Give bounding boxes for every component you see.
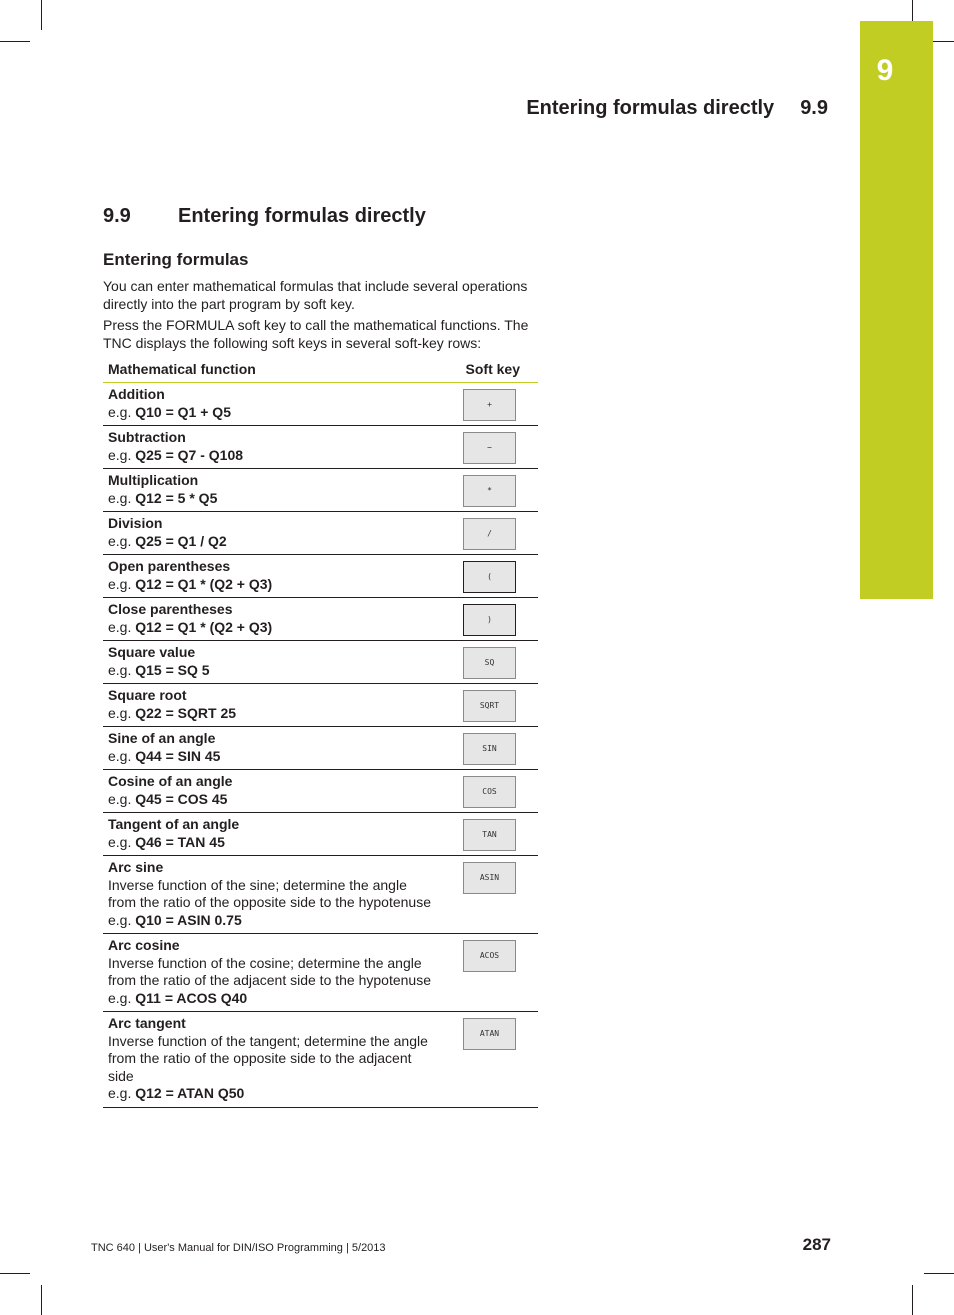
function-name: Close parentheses [108, 601, 233, 617]
function-description [108, 937, 438, 1007]
function-detail: from the ratio of the opposite side to the adjacent side [108, 1050, 412, 1084]
function-example [108, 990, 438, 1008]
crop-mark [0, 41, 30, 42]
function-detail: Inverse function of the sine; determine the angle [108, 876, 407, 893]
intro-paragraph: You can enter mathematical formulas that include several operations directly into the part program by soft key. [103, 278, 528, 312]
running-head-number: 9.9 [800, 97, 828, 119]
crop-mark [924, 1273, 954, 1274]
example-formula: Q12 = ATAN Q50 [135, 1085, 245, 1101]
softkey-button[interactable]: ASIN [463, 862, 516, 894]
section-title-text: Entering formulas directly [178, 205, 426, 227]
function-detail: Inverse function of the cosine; determine the angle [108, 954, 422, 971]
example-prefix: e.g. [108, 833, 136, 850]
table-row [103, 856, 538, 934]
function-description [108, 472, 438, 507]
section-title [103, 205, 426, 228]
function-description [108, 644, 438, 679]
example-prefix: e.g. [108, 489, 136, 506]
function-detail: Inverse function of the tangent; determine the angle [108, 1032, 428, 1049]
function-description [108, 859, 438, 929]
softkey-button[interactable]: / [463, 518, 516, 550]
table-row [103, 727, 538, 770]
function-example [108, 705, 438, 723]
function-description [108, 515, 438, 550]
table-row [103, 684, 538, 727]
example-formula: Q45 = COS 45 [135, 790, 228, 807]
function-detail: from the ratio of the adjacent side to the hypotenuse [108, 972, 431, 988]
crop-mark [41, 1285, 42, 1315]
page-number: 287 [802, 1235, 831, 1254]
function-description [108, 429, 438, 464]
footer-text: TNC 640 | User's Manual for DIN/ISO Programming | 5/2013 [91, 1242, 386, 1254]
example-formula: Q11 = ACOS Q40 [135, 989, 248, 1006]
header-function: Mathematical function [108, 361, 256, 377]
chapter-tab-number: 9 [876, 54, 894, 87]
example-prefix: e.g. [108, 790, 136, 807]
function-description [108, 558, 438, 593]
softkey-button[interactable]: SQ [463, 647, 516, 679]
function-description [108, 816, 438, 851]
table-row [103, 598, 538, 641]
function-description [108, 773, 438, 808]
example-formula: Q12 = Q1 * (Q2 + Q3) [135, 575, 273, 592]
table-body [103, 383, 538, 1108]
function-name: Subtraction [108, 429, 186, 445]
function-example [108, 447, 438, 465]
example-prefix: e.g. [108, 1085, 136, 1101]
softkey-button[interactable]: − [463, 432, 516, 464]
function-example [108, 662, 438, 680]
header-softkey: Soft key [465, 361, 520, 377]
softkey-button[interactable]: + [463, 389, 516, 421]
example-prefix: e.g. [108, 911, 136, 928]
example-formula: Q25 = Q7 - Q108 [135, 446, 244, 463]
example-formula: Q46 = TAN 45 [135, 833, 225, 850]
section-number: 9.9 [103, 205, 131, 227]
table-header [103, 356, 538, 383]
function-name: Open parentheses [108, 558, 231, 574]
example-formula: Q44 = SIN 45 [135, 747, 221, 764]
crop-mark [0, 1273, 30, 1274]
function-name: Arc sine [108, 859, 164, 875]
example-formula: Q12 = 5 * Q5 [135, 489, 218, 506]
function-name: Square value [108, 644, 196, 660]
example-prefix: e.g. [108, 989, 136, 1006]
softkey-button[interactable]: SQRT [463, 690, 516, 722]
chapter-tab [860, 21, 933, 599]
example-prefix: e.g. [108, 747, 136, 764]
function-name: Multiplication [108, 472, 199, 488]
softkey-button[interactable]: ATAN [463, 1018, 516, 1050]
example-formula: Q25 = Q1 / Q2 [135, 532, 227, 549]
function-example [108, 834, 438, 852]
function-name: Arc tangent [108, 1015, 186, 1031]
function-name: Division [108, 515, 163, 531]
softkey-button[interactable]: ( [463, 561, 516, 593]
table-row [103, 469, 538, 512]
function-detail: from the ratio of the opposite side to the hypotenuse [108, 894, 431, 910]
softkey-button[interactable]: * [463, 475, 516, 507]
example-formula: Q22 = SQRT 25 [135, 704, 237, 721]
function-example [108, 791, 438, 809]
example-prefix: e.g. [108, 532, 136, 549]
table-row [103, 512, 538, 555]
table-row [103, 426, 538, 469]
table-row [103, 1012, 538, 1108]
example-prefix: e.g. [108, 446, 136, 463]
crop-mark [912, 1285, 913, 1315]
example-formula: Q10 = Q1 + Q5 [135, 403, 231, 420]
function-name: Addition [108, 386, 165, 402]
function-example [108, 912, 438, 930]
function-name: Tangent of an angle [108, 816, 240, 832]
example-prefix: e.g. [108, 661, 136, 678]
crop-mark [41, 0, 42, 30]
example-formula: Q12 = Q1 * (Q2 + Q3) [135, 618, 273, 635]
instruction-paragraph: Press the FORMULA soft key to call the mathematical functions. The TNC displays the following soft keys in several soft-key rows: [103, 317, 529, 351]
example-prefix: e.g. [108, 618, 136, 635]
running-head-title: Entering formulas directly [526, 97, 775, 119]
function-name: Sine of an angle [108, 730, 216, 746]
function-description [108, 601, 438, 636]
table-row [103, 813, 538, 856]
example-formula: Q10 = ASIN 0.75 [135, 911, 242, 928]
function-description [108, 730, 438, 765]
subsection-title: Entering formulas [103, 250, 249, 269]
softkey-button[interactable]: ) [463, 604, 516, 636]
table-row [103, 383, 538, 426]
softkey-button[interactable]: TAN [463, 819, 516, 851]
function-description [108, 687, 438, 722]
table-row [103, 770, 538, 813]
function-example [108, 533, 438, 551]
example-formula: Q15 = SQ 5 [135, 661, 210, 678]
function-example [108, 404, 438, 422]
example-prefix: e.g. [108, 704, 136, 721]
example-prefix: e.g. [108, 575, 136, 592]
running-head [526, 97, 828, 120]
function-description [108, 386, 438, 421]
function-example [108, 576, 438, 594]
example-prefix: e.g. [108, 403, 136, 420]
function-name: Square root [108, 687, 187, 703]
function-example [108, 748, 438, 766]
function-name: Arc cosine [108, 937, 180, 953]
functions-table [103, 356, 538, 1108]
table-row [103, 555, 538, 598]
function-description [108, 1015, 438, 1103]
function-example [108, 619, 438, 637]
table-row [103, 934, 538, 1012]
softkey-button[interactable]: SIN [463, 733, 516, 765]
table-row [103, 641, 538, 684]
function-example [108, 1085, 438, 1103]
function-example [108, 490, 438, 508]
softkey-button[interactable]: ACOS [463, 940, 516, 972]
softkey-button[interactable]: COS [463, 776, 516, 808]
function-name: Cosine of an angle [108, 773, 233, 789]
